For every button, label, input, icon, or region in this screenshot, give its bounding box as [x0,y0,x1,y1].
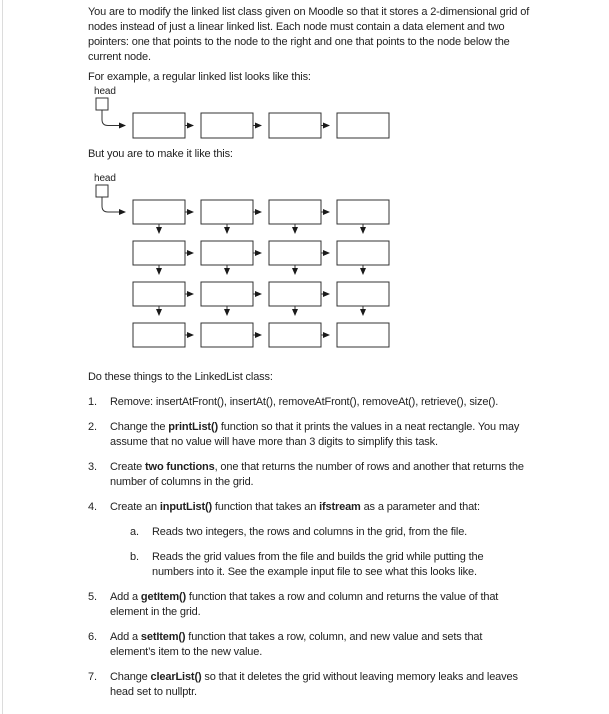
bold-term: getItem() [140,591,187,603]
task-item-text [110,630,528,660]
bold-term: setItem() [140,631,186,643]
task-item [88,630,528,660]
grid-node-box [269,241,321,265]
grid-linked-list-diagram [88,170,408,352]
text-segment: function that takes a row and column and returns the value of that element in the grid. [110,591,499,618]
grid-node-box [201,282,253,306]
list-node-box [337,113,389,138]
task-item-marker: a. [130,526,139,538]
task-item [88,395,528,410]
head-pointer-box [96,98,108,110]
grid-node-box [269,200,321,224]
task-item-marker: 5. [88,591,97,603]
grid-node-box [337,282,389,306]
task-item-marker: 7. [88,671,97,683]
grid-node-box [133,241,185,265]
text-segment: Reads the grid values from the file and builds the grid while putting the numbers into it. See the example input file to see what this looks like. [152,551,484,578]
text-segment: Add a [110,591,141,603]
text-segment: Change [110,671,151,683]
text-segment: so that it deletes the grid without leaving memory leaks and leaves head set to nullptr. [110,671,518,698]
linear-linked-list-diagram [88,84,408,144]
grid-node-box [337,323,389,347]
task-list [88,395,528,710]
bold-term: inputList() [159,501,212,513]
text-segment: Reads two integers, the rows and columns in the grid, from the file. [152,526,468,538]
bold-term: clearList() [150,671,202,683]
task-sub-item [88,550,528,580]
text-segment: , one that returns the number of rows and another that returns the number of columns in the grid. [110,461,524,488]
head-label: head [94,86,116,97]
task-item-text [152,550,528,580]
task-item-marker: 3. [88,461,97,473]
bold-term: two functions [145,461,215,473]
bold-term: ifstream [319,501,361,513]
list-node-box [201,113,253,138]
list-node-box [133,113,185,138]
task-list-heading: Do these things to the LinkedList class: [88,371,273,383]
grid-node-box [201,200,253,224]
task-sub-item [88,525,528,540]
head-pointer-arrow [102,197,125,212]
grid-node-box [269,282,321,306]
grid-node-box [133,282,185,306]
linear-example-caption: For example, a regular linked list looks like this: [88,71,311,83]
task-item [88,460,528,490]
text-segment: Add a [110,631,141,643]
grid-node-box [337,241,389,265]
text-segment: Create an [110,501,160,513]
grid-example-caption: But you are to make it like this: [88,148,233,160]
text-segment: function that takes a row, column, and new value and sets that element’s item to the new value. [110,631,483,658]
task-item-marker: 6. [88,631,97,643]
text-segment: Remove: insertAtFront(), insertAt(), removeAtFront(), removeAt(), retrieve(), size(). [110,396,499,408]
text-segment: function so that it prints the values in a neat rectangle. You may assume that no value will have more than 3 digits to simplify this task. [110,421,520,448]
task-item [88,670,528,700]
text-segment: function that takes an [211,501,320,513]
intro-paragraph: You are to modify the linked list class given on Moodle so that it stores a 2-dimensional grid of nodes instead of just a linear linked list. Each node must contain a data element and two pointers: one that points to the node to the right and one that points to the node below the current node. [88,6,530,63]
task-item-text [152,525,528,540]
task-item-marker: 1. [88,396,97,408]
grid-node-box [269,323,321,347]
task-item-marker: 2. [88,421,97,433]
page-edge-line [2,0,3,714]
task-item-text [110,395,528,410]
task-item-text [110,500,528,515]
text-segment: Create [110,461,146,473]
bold-term: printList() [168,421,218,433]
task-item [88,590,528,620]
task-item-text [110,460,528,490]
head-label: head [94,173,116,184]
task-item-marker: b. [130,551,139,563]
task-item-text [110,670,528,700]
text-segment: Change the [110,421,169,433]
head-pointer-box [96,185,108,197]
list-node-box [269,113,321,138]
text-segment: as a parameter and that: [360,501,480,513]
task-item-text [110,420,528,450]
task-item [88,500,528,515]
head-pointer-arrow [102,110,125,126]
grid-node-box [201,323,253,347]
grid-node-box [133,200,185,224]
grid-node-box [337,200,389,224]
task-item-text [110,590,528,620]
task-item [88,420,528,450]
task-item-marker: 4. [88,501,97,513]
grid-node-box [201,241,253,265]
grid-node-box [133,323,185,347]
